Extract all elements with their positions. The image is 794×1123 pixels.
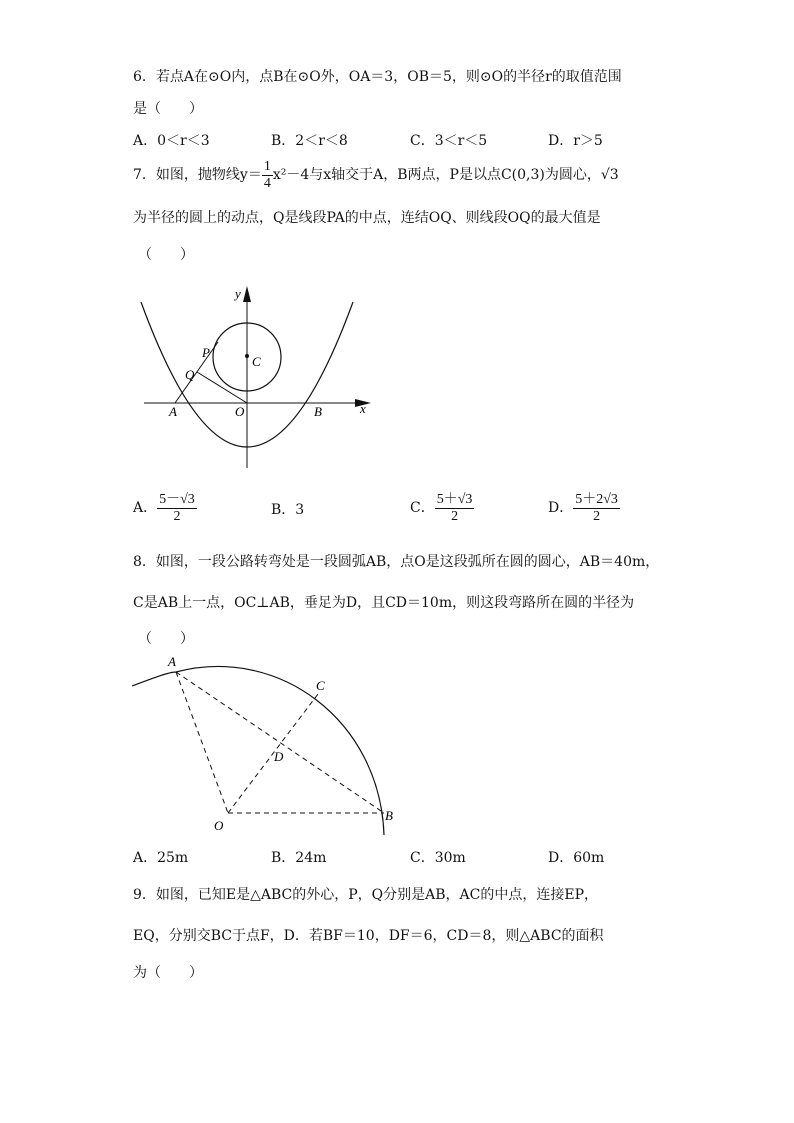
- q7-label-o: O: [235, 404, 245, 419]
- q7-stem-line2: 为半径的圆上的动点，Q是线段PA的中点，连结OQ、则线段OQ的最大值是: [133, 210, 601, 226]
- q8-label-d: D: [274, 749, 284, 764]
- q8-option-d[interactable]: D．60m: [548, 850, 605, 866]
- q8-road-arc: [132, 666, 384, 835]
- q8-radius-oa: [176, 672, 228, 813]
- q7-center-dot: [245, 354, 249, 358]
- q7-segment-oq: [197, 372, 247, 403]
- q7-parabola-figure: [135, 280, 375, 475]
- q7-fraction-quarter: [262, 159, 273, 192]
- q8-label-a: A: [168, 654, 176, 669]
- q7-label-y: y: [235, 286, 241, 301]
- q8-option-a[interactable]: A．25m: [133, 850, 189, 866]
- q7-stem-part-a: 7．如图，抛物线y＝: [133, 167, 262, 183]
- q8-label-o: O: [214, 818, 224, 833]
- q6-option-c[interactable]: C．3＜r＜5: [410, 133, 488, 149]
- q7-option-c-num: 5＋√3: [436, 491, 473, 507]
- q7-y-axis-arrow-icon: [243, 286, 251, 302]
- q7-fraction-num: 1: [263, 158, 271, 174]
- q6-stem-line1: 6．若点A在⊙O内，点B在⊙O外，OA＝3，OB＝5，则⊙O的半径r的取值范围: [133, 69, 622, 85]
- q7-option-c-letter: C．: [410, 500, 435, 516]
- q7-option-d[interactable]: [548, 489, 620, 527]
- q7-label-p: P: [202, 345, 210, 360]
- q8-segment-oc: [228, 694, 318, 813]
- q7-label-q: Q: [185, 367, 195, 382]
- q8-arc-figure: [128, 650, 403, 840]
- q7-stem-part-b: x²－4与x轴交于A，B两点，P是以点C(0,3)为圆心，√3: [272, 167, 619, 183]
- q7-option-b[interactable]: B．3: [271, 502, 305, 518]
- q9-stem-line1: 9．如图，已知E是△ABC的外心，P，Q分别是AB，AC的中点，连接EP，: [133, 887, 599, 903]
- q7-option-a-num: 5－√3: [159, 491, 195, 507]
- q8-stem-line3: （ ）: [138, 631, 194, 647]
- q8-chord-ab: [176, 672, 384, 813]
- q7-option-d-den: 2: [593, 508, 601, 524]
- q7-stem-line3: （ ）: [138, 247, 194, 263]
- q7-option-c[interactable]: [410, 489, 474, 527]
- q8-option-c[interactable]: C．30m: [410, 850, 466, 866]
- q9-stem-line3: 为（ ）: [133, 965, 203, 981]
- q7-stem-line1: [133, 158, 619, 192]
- q7-label-a: A: [169, 404, 177, 419]
- q9-stem-line2: EQ，分别交BC于点F，D．若BF＝10，DF＝6，CD＝8，则△ABC的面积: [133, 928, 604, 944]
- q6-stem-line2: 是（ ）: [133, 101, 203, 117]
- q7-label-b: B: [314, 404, 322, 419]
- q8-option-b[interactable]: B．24m: [271, 850, 327, 866]
- q7-option-d-letter: D．: [548, 500, 574, 516]
- q7-option-a-den: 2: [173, 508, 181, 524]
- q8-label-c: C: [316, 678, 325, 693]
- q7-label-c: C: [252, 354, 261, 369]
- q8-stem-line1: 8．如图，一段公路转弯处是一段圆弧AB，点O是这段弧所在圆的圆心，AB＝40m，: [133, 554, 660, 570]
- q8-label-b: B: [385, 808, 393, 823]
- q7-option-c-den: 2: [451, 508, 459, 524]
- q7-option-d-num: 5＋2√3: [575, 491, 618, 507]
- q6-option-b[interactable]: B．2＜r＜8: [271, 133, 348, 149]
- q7-option-a[interactable]: [133, 489, 197, 527]
- q7-segment-pa: [175, 342, 218, 403]
- q7-option-c-frac: [435, 492, 475, 525]
- q7-option-a-letter: A．: [133, 500, 158, 516]
- q7-option-d-frac: [573, 492, 620, 525]
- q7-fraction-den: 4: [263, 175, 271, 191]
- q7-option-a-frac: [157, 492, 197, 525]
- q6-option-d[interactable]: D．r＞5: [548, 133, 603, 149]
- q8-stem-line2: C是AB上一点，OC⊥AB，垂足为D，且CD＝10m，则这段弯路所在圆的半径为: [133, 595, 635, 611]
- q6-option-a[interactable]: A．0＜r＜3: [133, 133, 210, 149]
- q7-label-x: x: [360, 401, 366, 416]
